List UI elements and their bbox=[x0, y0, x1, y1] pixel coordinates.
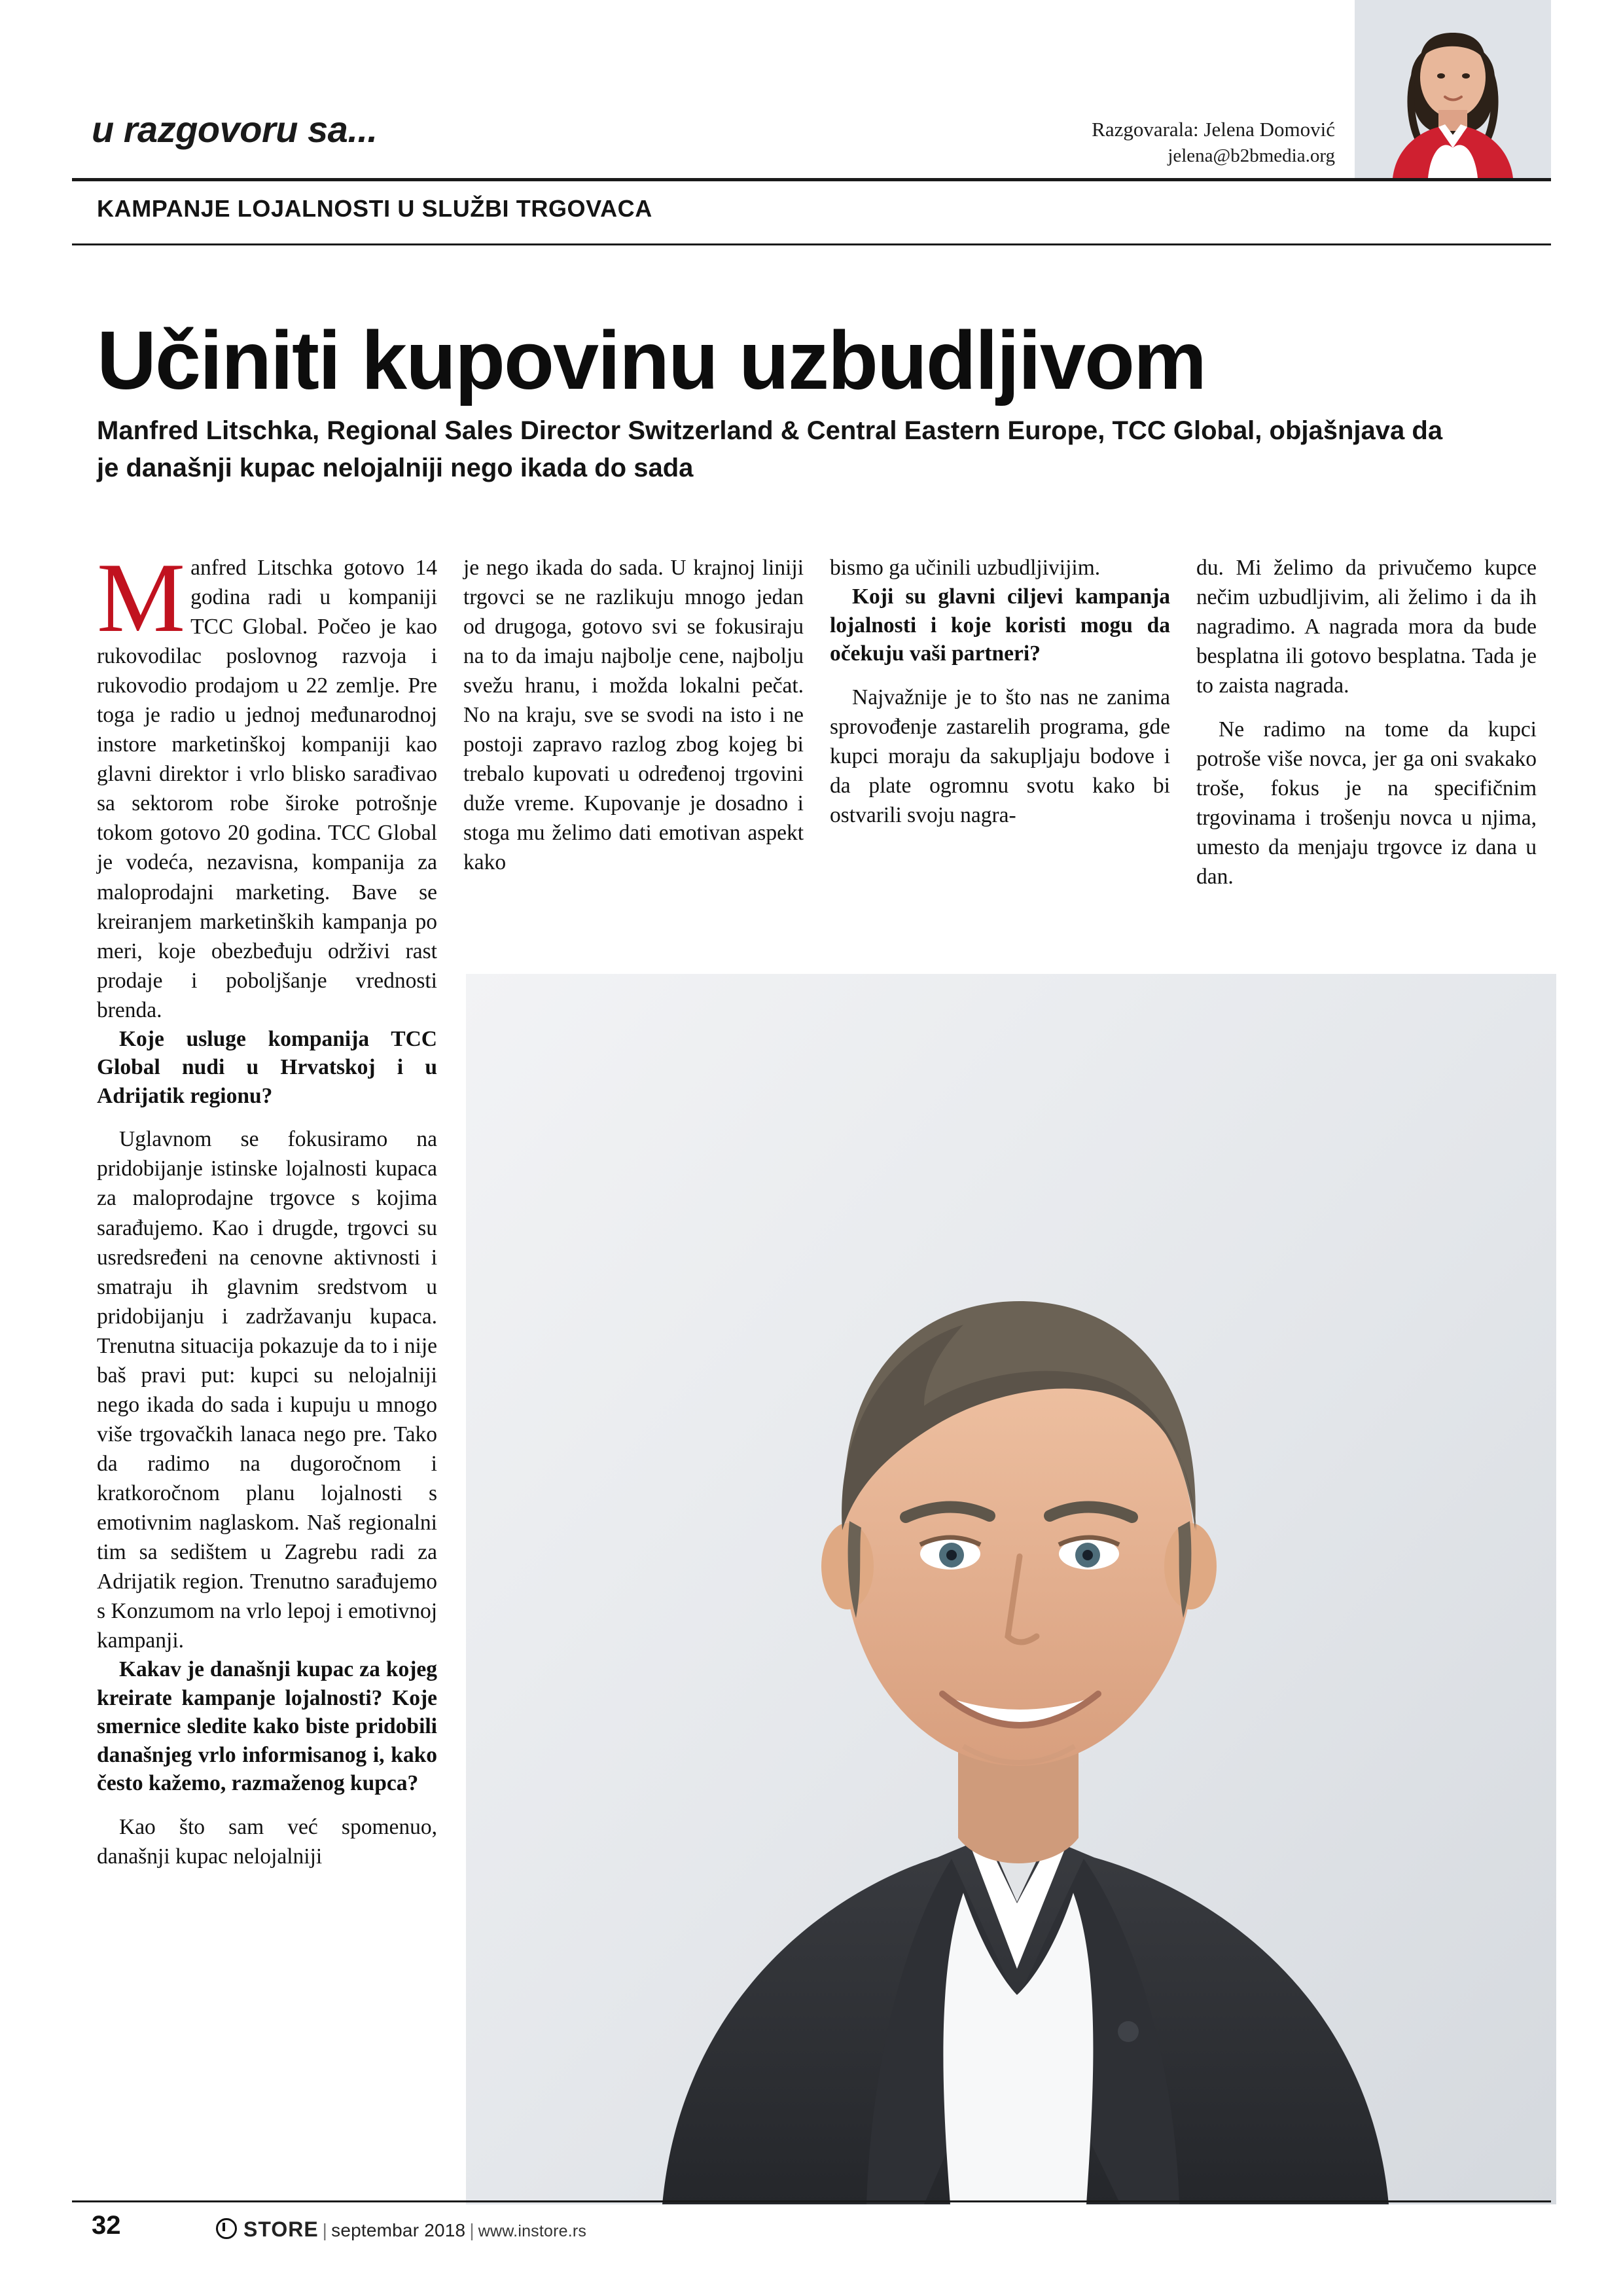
column-4 bbox=[1196, 553, 1537, 892]
column-2 bbox=[463, 553, 804, 878]
footer-info bbox=[216, 2215, 586, 2242]
section-title: KAMPANJE LOJALNOSTI U SLUŽBI TRGOVACA bbox=[97, 195, 652, 222]
paragraph bbox=[97, 543, 437, 1025]
column-1 bbox=[97, 543, 437, 1871]
standfirst: Manfred Litschka, Regional Sales Director Switzerland & Central Eastern Europe, TCC Global, objašnjava da je današnji kupac nelojalniji nego ikada do sada bbox=[97, 416, 1443, 482]
website-url: www.instore.rs bbox=[478, 2222, 587, 2240]
paragraph: Kao što sam već spomenuo, današnji kupac nelojalniji bbox=[97, 1814, 437, 1869]
question-heading: Koje usluge kompanija TCC Global nudi u Hrvatskoj i u Adrijatik regionu? bbox=[97, 1026, 437, 1108]
question-heading: Koji su glavni ciljevi kampanja lojalnosti i koje koristi mogu da očekuju vaši partneri? bbox=[830, 584, 1170, 666]
page-header bbox=[0, 0, 1623, 222]
header-kicker: u razgovoru sa... bbox=[92, 109, 378, 150]
dropcap: M bbox=[97, 543, 186, 653]
header-rule-bottom bbox=[72, 243, 1551, 245]
page-title: Učiniti kupovinu uzbudljivom bbox=[97, 314, 1205, 407]
paragraph: du. Mi želimo da privučemo kupce nečim uzbudljivim, ali želimo i da ih nagradimo. A nagrada mora da bude besplatna ili gotovo besplatna. Tada je to zaista nagrada. bbox=[1196, 556, 1537, 698]
header-rule-top bbox=[72, 178, 1551, 181]
byline bbox=[1092, 117, 1335, 168]
footer-rule bbox=[72, 2200, 1551, 2202]
paragraph: je nego ikada do sada. U krajnoj liniji trgovci se ne razlikuju mnogo jedan od drugoga, gotovo svi se fokusiraju na to da imaju najbolje cene, najbolju svežu hranu, i možda lokalni pečat. No na kraju, sve se svodi na isto i ne postoji zapravo razlog zbog kojeg bi trebalo kupovati u određenoj trgovini duže vreme. Kupovanje je dosadno i stoga mu želimo dati emotivan aspekt kako bbox=[463, 556, 804, 875]
paragraph: bismo ga učinili uzbudljivijim. bbox=[830, 556, 1101, 580]
paragraph-text: anfred Litschka gotovo 14 godina radi u kompaniji TCC Global. Počeo je kao rukovodilac poslovnog razvoja i rukovodio prodajom u 22 zemlje. Pre toga je radio u jednoj međunarodnoj instore marketinškoj kompaniji kao glavni direktor i vrlo blisko sarađivao sa sektorom robe široke potrošnje tokom gotovo 20 godina. TCC Global je vodeća, nezavisna, kompanija za maloprodajni marketing. Bave se kreiranjem marketinških kampanja po meri, koje obezbeđuju održivi rast prodaje i poboljšanje vrednosti brenda. bbox=[97, 556, 437, 1022]
portrait-avatar-icon bbox=[1355, 0, 1551, 178]
column-3 bbox=[830, 553, 1170, 830]
paragraph: Najvažnije je to što nas ne zanima sprovođenje zastarelih programa, gde kupci moraju da sakupljaju bodove i da plate ogromnu svotu kako bi ostvarili svoju nagra- bbox=[830, 685, 1170, 827]
separator: | bbox=[322, 2220, 328, 2240]
interviewer-email: jelena@b2bmedia.org bbox=[1168, 145, 1335, 166]
question-heading: Kakav je današnji kupac za kojeg kreirate kampanje lojalnosti? Koje smernice sledite kako biste pridobili današnjeg vrlo informisanog i, kako često kažemo, razmaženog kupca? bbox=[97, 1657, 437, 1796]
interviewer-name: Razgovarala: Jelena Domović bbox=[1092, 118, 1335, 141]
brand-name: STORE bbox=[243, 2217, 319, 2241]
interviewee-photo bbox=[466, 974, 1556, 2204]
instore-logo-icon bbox=[216, 2218, 237, 2239]
issue-date: septembar 2018 bbox=[331, 2220, 466, 2240]
paragraph: Ne radimo na tome da kupci potroše više novca, jer ga oni svakako troše, fokus je na specifičnim trgovinama i trošenju novca u njima, umesto da menjaju trgovce iz dana u dan. bbox=[1196, 717, 1537, 889]
page-number: 32 bbox=[92, 2211, 121, 2240]
separator: | bbox=[469, 2220, 474, 2240]
paragraph: Uglavnom se fokusiramo na pridobijanje istinske lojalnosti kupaca za maloprodajne trgovce s kojima sarađujemo. Kao i drugde, trgovci su usredsređeni na cenovne aktivnosti i smatraju ih glavnim sredstvom u pridobijanju i zadržavanju kupaca. Trenutna situacija pokazuje da to i nije baš pravi put: kupci su nelojalniji nego ikada do sada i kupuju u mnogo više trgovačkih lanaca nego pre. Tako da radimo na dugoročnom i kratkoročnom planu lojalnosti s emotivnim naglaskom. Naš regionalni tim sa sedištem u Zagrebu radi za Adrijatik region. Trenutno sarađujemo s Konzumom na vrlo lepoj i emotivnoj kampanji. bbox=[97, 1127, 437, 1653]
